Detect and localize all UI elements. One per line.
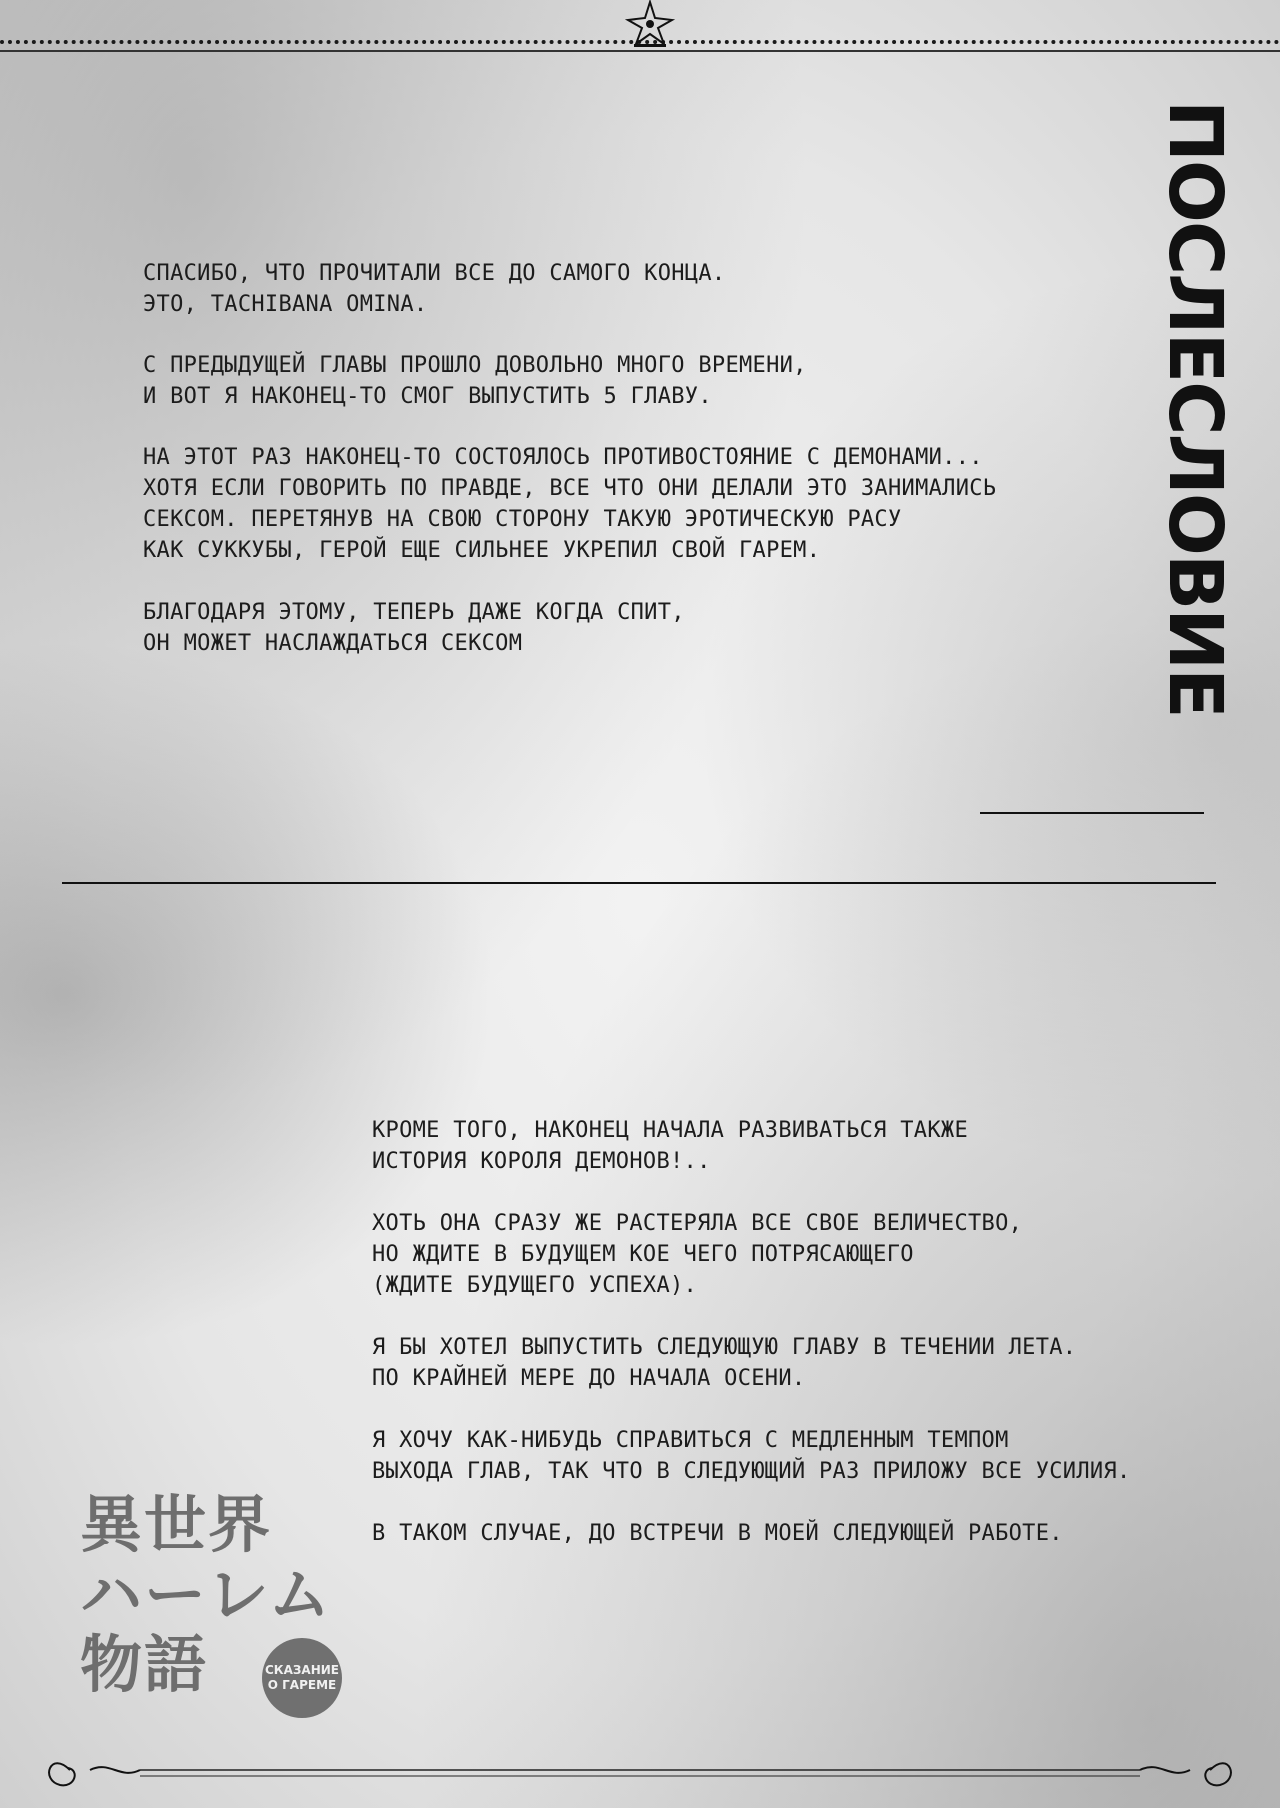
logo-line: ハーレム bbox=[80, 1558, 333, 1631]
text-line: НО ЖДИТЕ В БУДУЩЕМ КОЕ ЧЕГО ПОТРЯСАЮЩЕГО bbox=[372, 1242, 914, 1267]
text-line: ОН МОЖЕТ НАСЛАЖДАТЬСЯ СЕКСОМ bbox=[143, 631, 523, 656]
text-line: СЕКСОМ. ПЕРЕТЯНУВ НА СВОЮ СТОРОНУ ТАКУЮ ЭРОТИЧЕСКУЮ РАСУ bbox=[143, 507, 902, 532]
text-line: ВЫХОДА ГЛАВ, ТАК ЧТО В СЛЕДУЮЩИЙ РАЗ ПРИЛОЖУ ВСЕ УСИЛИЯ. bbox=[372, 1459, 1131, 1484]
paragraph bbox=[372, 1208, 1022, 1301]
signature-rule bbox=[980, 812, 1204, 814]
text-line: ИСТОРИЯ КОРОЛЯ ДЕМОНОВ!.. bbox=[372, 1149, 711, 1174]
text-line: НА ЭТОТ РАЗ НАКОНЕЦ-ТО СОСТОЯЛОСЬ ПРОТИВОСТОЯНИЕ С ДЕМОНАМИ... bbox=[143, 445, 983, 470]
text-line: С ПРЕДЫДУЩЕЙ ГЛАВЫ ПРОШЛО ДОВОЛЬНО МНОГО ВРЕМЕНИ, bbox=[143, 353, 807, 378]
text-line: ПО КРАЙНЕЙ МЕРЕ ДО НАЧАЛА ОСЕНИ. bbox=[372, 1366, 806, 1391]
paragraph bbox=[372, 1332, 1076, 1394]
logo-line: 異世界 bbox=[80, 1488, 273, 1561]
text-line: ХОТЬ ОНА СРАЗУ ЖЕ РАСТЕРЯЛА ВСЕ СВОЕ ВЕЛИЧЕСТВО, bbox=[372, 1211, 1023, 1236]
paragraph bbox=[143, 258, 725, 320]
section-divider bbox=[62, 882, 1216, 884]
paragraph bbox=[372, 1425, 1131, 1487]
text-line: В ТАКОМ СЛУЧАЕ, ДО ВСТРЕЧИ В МОЕЙ СЛЕДУЮЩЕЙ РАБОТЕ. bbox=[372, 1521, 1063, 1546]
text-line: ХОТЯ ЕСЛИ ГОВОРИТЬ ПО ПРАВДЕ, ВСЕ ЧТО ОНИ ДЕЛАЛИ ЭТО ЗАНИМАЛИСЬ bbox=[143, 476, 997, 501]
logo-line: 物語 bbox=[80, 1628, 209, 1701]
paragraph bbox=[143, 597, 685, 659]
top-ornament-icon bbox=[620, 0, 680, 50]
paragraph bbox=[143, 350, 807, 412]
top-border-line bbox=[0, 50, 1280, 52]
text-line: ЭТО, TACHIBANA OMINA. bbox=[143, 292, 428, 317]
text-line: КАК СУККУБЫ, ГЕРОЙ ЕЩЕ СИЛЬНЕЕ УКРЕПИЛ СВОЙ ГАРЕМ. bbox=[143, 538, 821, 563]
paragraph bbox=[143, 442, 996, 566]
page-title: ПОСЛЕСЛОВИЕ bbox=[1152, 100, 1238, 717]
text-line: (ЖДИТЕ БУДУЩЕГО УСПЕХА). bbox=[372, 1273, 698, 1298]
text-line: Я ХОЧУ КАК-НИБУДЬ СПРАВИТЬСЯ С МЕДЛЕННЫМ ТЕМПОМ bbox=[372, 1428, 1009, 1453]
bottom-ornament-icon bbox=[40, 1740, 1240, 1800]
text-line: Я БЫ ХОТЕЛ ВЫПУСТИТЬ СЛЕДУЮЩУЮ ГЛАВУ В ТЕЧЕНИИ ЛЕТА. bbox=[372, 1335, 1077, 1360]
text-line: БЛАГОДАРЯ ЭТОМУ, ТЕПЕРЬ ДАЖЕ КОГДА СПИТ, bbox=[143, 600, 685, 625]
paragraph bbox=[372, 1518, 1063, 1549]
text-line: КРОМЕ ТОГО, НАКОНЕЦ НАЧАЛА РАЗВИВАТЬСЯ ТАКЖЕ bbox=[372, 1118, 968, 1143]
text-line: И ВОТ Я НАКОНЕЦ-ТО СМОГ ВЫПУСТИТЬ 5 ГЛАВУ. bbox=[143, 384, 712, 409]
series-logo bbox=[80, 1490, 350, 1710]
text-line: СПАСИБО, ЧТО ПРОЧИТАЛИ ВСЕ ДО САМОГО КОНЦА. bbox=[143, 261, 726, 286]
logo-badge: СКАЗАНИЕ О ГАРЕМЕ bbox=[262, 1638, 342, 1718]
paragraph bbox=[372, 1115, 968, 1177]
